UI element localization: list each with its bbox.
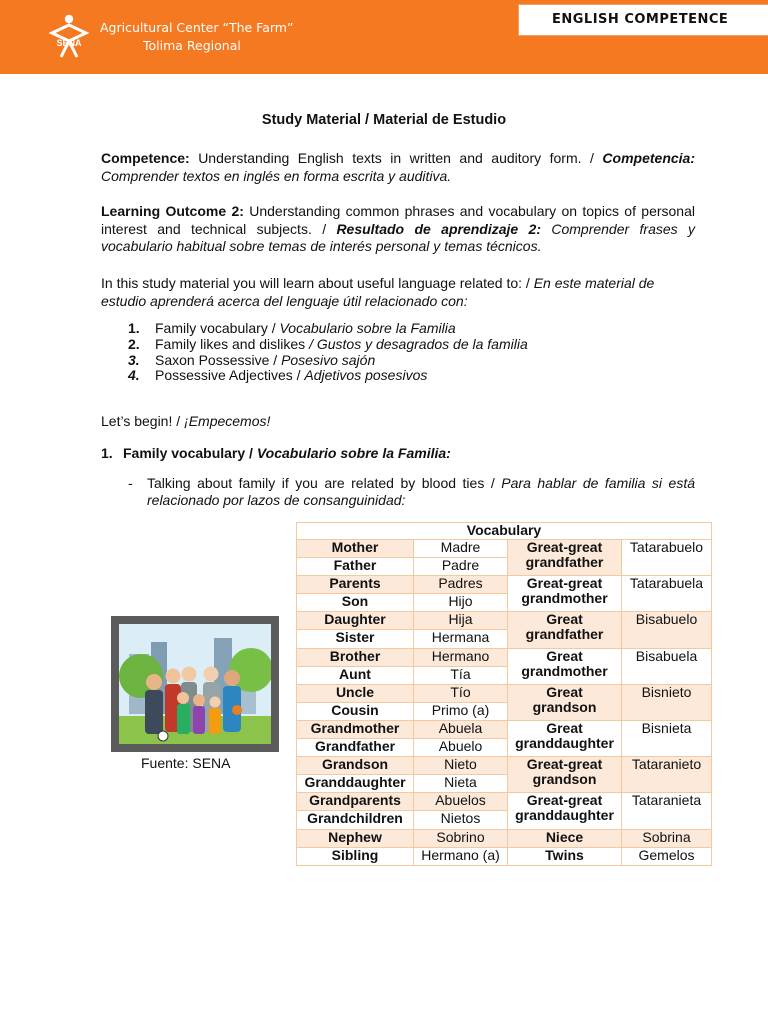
- table-row: Grandparents Abuelos Great-great granddaughter Tataranieta: [297, 793, 712, 811]
- photo-caption: Fuente: SENA: [141, 755, 231, 771]
- outcome-label-es: Resultado de aprendizaje 2:: [336, 220, 541, 237]
- list-item: 2. Family likes and dislikes / Gustos y desagrados de la familia: [128, 335, 528, 352]
- topic-list: [128, 321, 528, 384]
- vocabulary-table: [296, 522, 712, 866]
- table-row: Brother Hermano Great grandmother Bisabuela: [297, 648, 712, 666]
- table-row: Grandmother Abuela Great granddaughter Bisnieta: [297, 720, 712, 738]
- table-row: Parents Padres Great-great grandmother Tatarabuela: [297, 576, 712, 594]
- list-item: 1. Family vocabulary / Vocabulario sobre la Familia: [128, 320, 456, 336]
- learning-outcome-paragraph: [101, 203, 695, 256]
- table-row: Grandchildren Nietos: [297, 811, 712, 829]
- section-heading: 1. Family vocabulary / Vocabulario sobre la Familia:: [101, 445, 451, 461]
- table-row: Grandfather Abuelo: [297, 739, 712, 757]
- table-header: Vocabulary: [297, 523, 712, 540]
- table-row: Sister Hermana: [297, 630, 712, 648]
- intro-text-es: En este material de estudio aprenderá acerca del lenguaje útil relacionado con:: [101, 275, 655, 309]
- table-row: Father Padre: [297, 558, 712, 576]
- competence-label-box: [518, 4, 768, 36]
- competence-label: ENGLISH COMPETENCE: [552, 12, 729, 27]
- intro-text-en: In this study material you will learn about useful language related to: /: [101, 275, 534, 291]
- sena-logo-icon: [46, 13, 92, 59]
- table-row: Daughter Hija Great grandfather Bisabuelo: [297, 612, 712, 630]
- family-illustration: [111, 616, 279, 752]
- competence-text-es: Comprender textos en inglés en forma escrita y auditiva.: [101, 167, 452, 184]
- family-picture-icon: [119, 624, 271, 744]
- lets-begin-line: Let’s begin! / ¡Empecemos!: [101, 413, 271, 429]
- logo-text: SENA: [56, 38, 82, 48]
- organization-name: [100, 19, 293, 55]
- competence-text-en: Understanding English texts in written and auditory form. /: [189, 150, 603, 166]
- outcome-label-en: Learning Outcome 2:: [101, 203, 244, 219]
- table-row: Nephew Sobrino Niece Sobrina: [297, 829, 712, 847]
- document-title: Study Material / Material de Estudio: [261, 112, 507, 128]
- outcome-text-en: Understanding common phrases and vocabulary on topics of personal interest and technical subjects. /: [101, 203, 695, 237]
- table-row: Cousin Primo (a): [297, 702, 712, 720]
- competence-paragraph: [101, 150, 695, 185]
- competence-label-es: Competencia:: [602, 150, 695, 166]
- table-row: Son Hijo: [297, 594, 712, 612]
- table-row: Aunt Tía: [297, 666, 712, 684]
- table-row: Uncle Tío Great grandson Bisnieto: [297, 684, 712, 702]
- list-item: 4. Possessive Adjectives / Adjetivos posesivos: [128, 367, 428, 384]
- table-header-row: [297, 523, 712, 540]
- blood-ties-bullet: - Talking about family if you are related by blood ties / Para hablar de familia si está relacionado por lazos de consanguinidad:: [128, 475, 695, 508]
- intro-paragraph: [101, 275, 701, 310]
- table-row: Sibling Hermano (a) Twins Gemelos: [297, 847, 712, 865]
- org-line-1: Agricultural Center “The Farm”: [100, 20, 294, 35]
- competence-label-en: Competence:: [101, 150, 190, 166]
- table-row: Grandson Nieto Great-great grandson Tataranieto: [297, 757, 712, 775]
- table-row: Granddaughter Nieta: [297, 775, 712, 793]
- org-line-2: Tolima Regional: [143, 38, 241, 53]
- page-header: [0, 0, 768, 74]
- table-row: Mother Madre Great-great grandfather Tatarabuelo: [297, 540, 712, 558]
- list-item: 3. Saxon Possessive / Posesivo sajón: [128, 351, 376, 368]
- outcome-text-es: Comprender frases y vocabulario habitual sobre temas de interés personal y temas técnicos.: [101, 220, 695, 254]
